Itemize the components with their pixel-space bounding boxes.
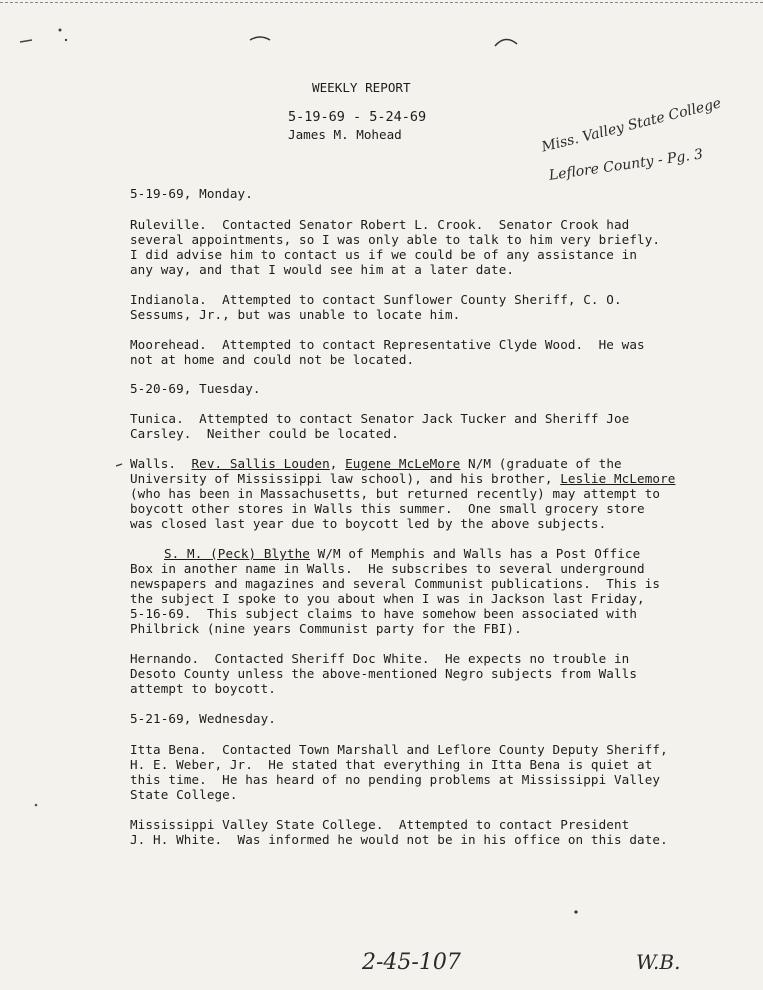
paragraph-text: University of Mississippi law school), and his brother, [130,471,561,486]
place-label: Walls. [130,456,192,471]
paragraph-line: Itta Bena. Contacted Town Marshall and Leflore County Deputy Sheriff, [130,742,668,757]
paragraph-line: State College. [130,787,238,802]
paragraph-line: any way, and that I would see him at a later date. [130,262,515,277]
paragraph-line [130,471,675,486]
paragraph-line: (who has been in Massachusetts, but returned recently) may attempt to [130,486,661,501]
paragraph-line: Mississippi Valley State College. Attempted to contact President [130,817,630,832]
paragraph-line: this time. He has heard of no pending problems at Mississippi Valley [130,772,661,787]
report-dates: 5-19-69 - 5-24-69 [288,109,427,125]
paragraph-line: Sessums, Jr., but was unable to locate him. [130,307,461,322]
paragraph-line: the subject I spoke to you about when I was in Jackson last Friday, [130,591,645,606]
paragraph-line: not at home and could not be located. [130,352,415,367]
day-heading-monday: 5-19-69, Monday. [130,186,253,201]
report-title: WEEKLY REPORT [312,80,411,95]
paragraph-line: Hernando. Contacted Sheriff Doc White. He expects no trouble in [130,651,630,666]
handwritten-note-line1: Miss. Valley State College [540,95,723,156]
initials: W.B. [636,950,681,974]
underlined-name: Rev. Sallis Louden [191,456,330,471]
paragraph-line: Tunica. Attempted to contact Senator Jack Tucker and Sheriff Joe [130,411,630,426]
paragraph-line: 5-16-69. This subject claims to have somehow been associated with [130,606,638,621]
report-author: James M. Mohead [288,127,402,142]
paragraph-line: J. H. White. Was informed he would not be in his office on this date. [130,832,668,847]
paragraph-line: newspapers and magazines and several Communist publications. This is [130,576,661,591]
paragraph-text: W/M of Memphis and Walls has a Post Office [309,546,641,561]
paragraph-text: N/M (graduate of the [460,456,622,471]
paragraph-line: Philbrick (nine years Communist party for the FBI). [130,621,522,636]
underlined-name: Leslie McLemore [560,471,676,486]
underlined-name: S. M. (Peck) Blythe [164,546,310,561]
paragraph-line: boycott other stores in Walls this summer. One small grocery store [130,501,645,516]
paragraph-line: Moorehead. Attempted to contact Representative Clyde Wood. He was [130,337,645,352]
paragraph-line: several appointments, so I was only able to talk to him very briefly. [130,232,661,247]
paragraph-line: Box in another name in Walls. He subscribes to several underground [130,561,645,576]
paragraph-line: I did advise him to contact us if we could be of any assistance in [130,247,638,262]
separator-text: , [329,456,346,471]
paragraph-line: attempt to boycott. [130,681,276,696]
paragraph-line-walls [130,456,622,471]
day-heading-tuesday: 5-20-69, Tuesday. [130,381,261,396]
paragraph-line: Desoto County unless the above-mentioned Negro subjects from Walls [130,666,638,681]
paragraph-line-blythe [164,546,640,561]
day-heading-wednesday: 5-21-69, Wednesday. [130,711,276,726]
paragraph-line: Ruleville. Contacted Senator Robert L. Crook. Senator Crook had [130,217,630,232]
paragraph-line: was closed last year due to boycott led by the above subjects. [130,516,607,531]
paragraph-line: Indianola. Attempted to contact Sunflower County Sheriff, C. O. [130,292,622,307]
handwritten-note-line2: Leflore County - Pg. 3 [548,146,705,184]
underlined-name: Eugene McLeMore [345,456,461,471]
paragraph-line: H. E. Weber, Jr. He stated that everything in Itta Bena is quiet at [130,757,653,772]
file-number: 2-45-107 [362,950,461,975]
paragraph-line: Carsley. Neither could be located. [130,426,399,441]
